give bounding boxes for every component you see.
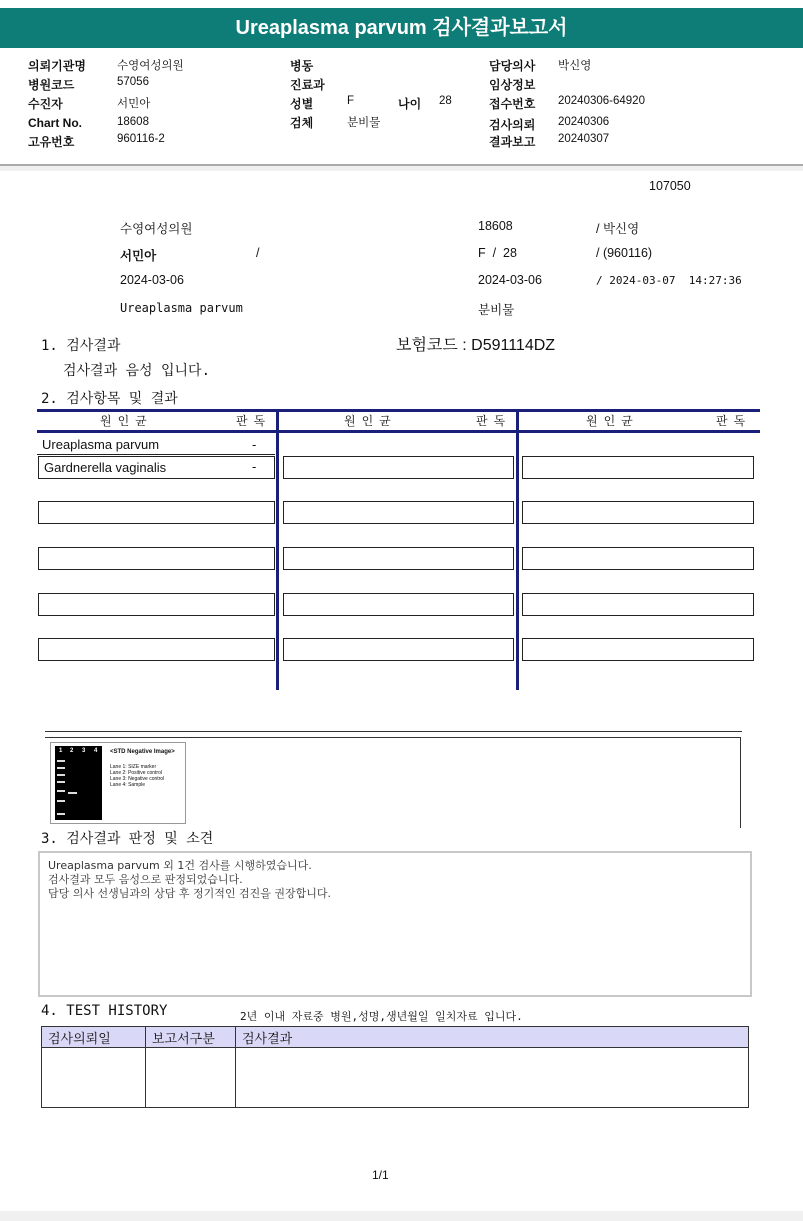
result-item-judgment: -	[252, 459, 257, 474]
page-number: 1/1	[372, 1168, 389, 1182]
document-code: 107050	[649, 179, 691, 193]
history-cell	[236, 1048, 749, 1108]
section2-title: 2. 검사항목 및 결과	[41, 391, 178, 407]
gel-band	[57, 774, 65, 776]
history-note: 2년 이내 자료중 병원,성명,생년월일 일치자료 입니다.	[240, 1010, 523, 1023]
gel-title: <STD Negative Image>	[110, 749, 175, 755]
lane-number: 3	[82, 748, 86, 754]
lane-number: 2	[70, 748, 74, 754]
table-row	[522, 456, 754, 479]
result-item-judgment: -	[252, 437, 257, 452]
history-col-request-date: 검사의뢰일	[42, 1027, 146, 1048]
header-label: 고유번호	[28, 135, 75, 149]
footer-gap	[0, 1211, 803, 1221]
table-header-border	[37, 430, 760, 433]
gel-band	[57, 781, 65, 783]
header-label: 나이	[398, 97, 422, 111]
column-header-judgment: 판독	[476, 414, 512, 428]
history-col-report-type: 보고서구분	[146, 1027, 236, 1048]
gel-band	[57, 790, 65, 792]
table-row	[283, 456, 514, 479]
header-label: 임상정보	[489, 78, 536, 92]
header-value: 20240307	[558, 133, 610, 145]
header-label: 검체	[290, 116, 314, 130]
header-value: 28	[439, 95, 452, 107]
report-title: Ureaplasma parvum 검사결과보고서	[0, 8, 803, 48]
column-header-judgment: 판독	[716, 414, 752, 428]
header-value: 20240306	[558, 116, 610, 128]
history-table	[41, 1026, 749, 1108]
column-header-pathogen: 원인균	[344, 414, 397, 428]
history-cell	[42, 1048, 146, 1108]
table-row	[38, 593, 275, 616]
history-col-result: 검사결과	[236, 1027, 749, 1048]
info-sex-age: F / 28	[478, 246, 517, 260]
info-test-name: Ureaplasma parvum	[120, 301, 243, 315]
column-header-judgment: 판독	[236, 414, 272, 428]
gel-band	[57, 760, 65, 762]
section3-title: 3. 검사결과 판정 및 소견	[41, 831, 214, 847]
table-row	[283, 547, 514, 570]
table-row	[522, 593, 754, 616]
opinion-line: 검사결과 모두 음성으로 판정되었습니다.	[48, 873, 243, 886]
info-chart-no: 18608	[478, 219, 513, 233]
column-divider	[276, 409, 279, 690]
column-divider	[516, 409, 519, 690]
opinion-box	[38, 851, 752, 997]
table-row	[38, 638, 275, 661]
header-label: 의뢰기관명	[28, 59, 86, 73]
header-value: 57056	[117, 76, 149, 88]
table-row	[38, 547, 275, 570]
gel-legend-item: Lane 2: Positive control	[110, 770, 162, 776]
gel-band	[57, 767, 65, 769]
info-patient-name: 서민아	[120, 249, 157, 263]
header-label: 결과보고	[489, 135, 536, 149]
gel-legend-item: Lane 3: Negative control	[110, 776, 165, 782]
info-date-received: 2024-03-06	[120, 273, 184, 287]
table-row	[522, 547, 754, 570]
header-value: 20240306-64920	[558, 95, 645, 107]
gel-legend-item: Lane 1: SIZE marker	[110, 764, 157, 770]
insurance-code: 보험코드 : D591114DZ	[396, 337, 556, 354]
header-value: 수영여성의원	[117, 60, 184, 72]
gel-lanes-image	[55, 746, 102, 820]
info-report-datetime: / 2024-03-07 14:27:36	[596, 274, 742, 287]
table-row	[522, 638, 754, 661]
row-line	[37, 454, 275, 455]
section4-title: 4. TEST HISTORY	[41, 1003, 168, 1019]
header-label: 접수번호	[489, 97, 536, 111]
history-cell	[146, 1048, 236, 1108]
section1-title: 1. 검사결과	[41, 338, 121, 354]
table-row	[38, 501, 275, 524]
gel-top-rule	[45, 731, 742, 732]
lane-number: 1	[59, 748, 63, 754]
table-row	[283, 638, 514, 661]
header-value: 960116-2	[117, 133, 165, 145]
gel-legend-item: Lane 4: Sample	[110, 782, 146, 788]
table-row	[522, 501, 754, 524]
info-slash: /	[256, 246, 260, 260]
header-label: 병원코드	[28, 78, 75, 92]
header-label: 진료과	[290, 78, 325, 92]
info-doctor: / 박신영	[596, 222, 640, 236]
result-summary: 검사결과 음성 입니다.	[63, 363, 211, 379]
header-label: Chart No.	[28, 116, 82, 130]
header-gap	[0, 166, 803, 171]
lane-number: 4	[94, 748, 98, 754]
header-label: 담당의사	[489, 59, 536, 73]
header-label: 수진자	[28, 97, 63, 111]
header-value: 18608	[117, 116, 149, 128]
header-value: 분비물	[347, 117, 381, 129]
header-label: 검사의뢰	[489, 118, 536, 132]
header-value: 서민아	[117, 98, 151, 110]
info-date-requested: 2024-03-06	[478, 273, 542, 287]
top-strip	[0, 0, 803, 8]
gel-band	[68, 792, 77, 794]
opinion-line: Ureaplasma parvum 외 1건 검사를 시행하였습니다.	[48, 859, 312, 872]
header-value: 박신영	[558, 60, 592, 72]
info-clinic: 수영여성의원	[120, 222, 193, 236]
header-value: F	[347, 95, 355, 107]
table-row	[283, 593, 514, 616]
table-row	[283, 501, 514, 524]
info-specimen: 분비물	[478, 303, 515, 317]
info-birth: / (960116)	[596, 246, 653, 260]
result-item-name: Gardnerella vaginalis	[44, 460, 167, 475]
column-header-pathogen: 원인균	[100, 414, 153, 428]
gel-band	[57, 800, 65, 802]
opinion-line: 담당 의사 선생님과의 상담 후 정기적인 검진을 권장합니다.	[48, 887, 331, 900]
header-label: 성별	[290, 97, 314, 111]
result-item-name: Ureaplasma parvum	[42, 437, 160, 452]
gel-band	[57, 813, 65, 815]
header-label: 병동	[290, 59, 314, 73]
column-header-pathogen: 원인균	[586, 414, 639, 428]
